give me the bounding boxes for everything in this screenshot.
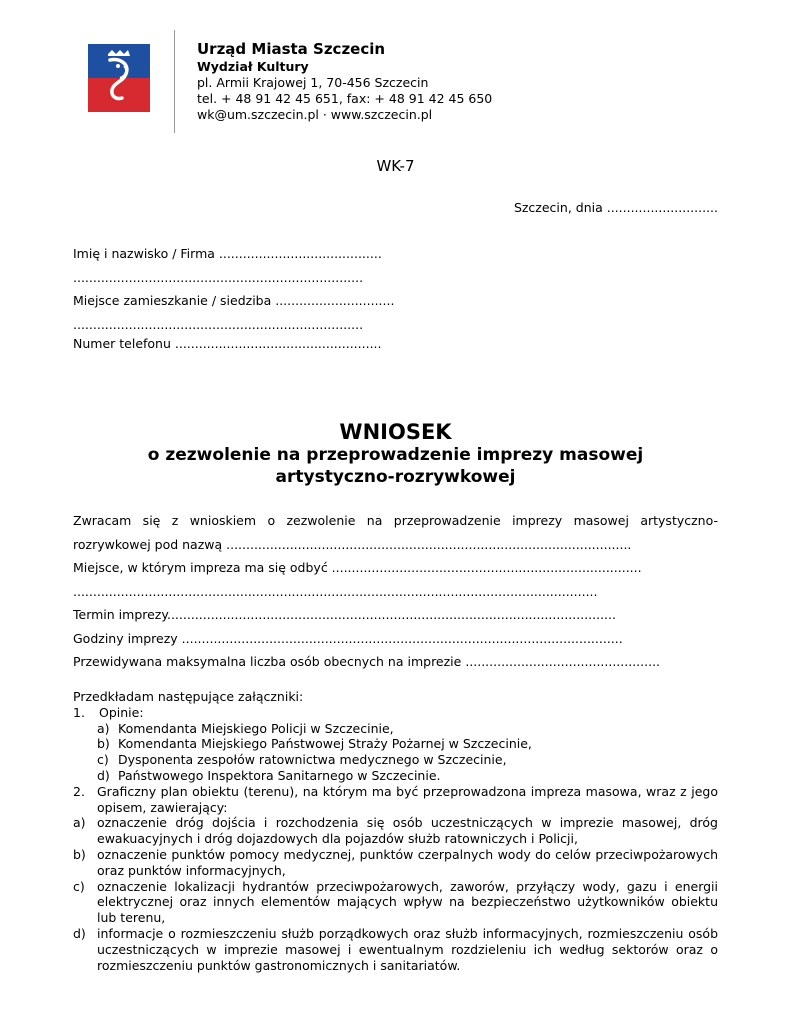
event-place-field: Miejsce, w którym impreza ma się odbyć .............................................................................. (73, 560, 642, 575)
document-subtitle-line2: artystyczno-rozrywkowej (275, 467, 516, 487)
department-name: Wydział Kultury (197, 59, 309, 74)
form-code: WK-7 (376, 157, 415, 175)
list-item-text: Państwowego Inspektora Sanitarnego w Szczecinie. (118, 767, 441, 783)
request-text-line1: Zwracam się z wnioskiem o zezwolenie na przeprowadzenie imprezy masowej artystyczno- (73, 513, 718, 528)
applicant-residence-continuation: ......................................................................... (73, 317, 364, 332)
max-attendees-field: Przewidywana maksymalna liczba osób obecnych na imprezie ................................................. (73, 654, 661, 669)
list-item-text: Komendanta Miejskiego Państwowej Straży Pożarnej w Szczecinie, (118, 736, 532, 752)
opinion-item (97, 768, 718, 784)
attachments-intro: Przedkładam następujące załączniki: (73, 689, 304, 704)
document-title: WNIOSEK (339, 420, 452, 444)
applicant-phone-field: Numer telefonu .................................................... (73, 336, 382, 351)
list-letter: b) (97, 736, 110, 752)
office-phone: tel. + 48 91 42 45 651, fax: + 48 91 42 45 650 (197, 91, 493, 106)
opinion-item (97, 736, 718, 752)
plan-item (73, 879, 718, 926)
list-letter: a) (73, 815, 86, 831)
list-number: 2. (73, 783, 85, 799)
attachments-section (73, 689, 718, 973)
opinion-item (97, 721, 718, 737)
event-name-field: rozrywkowej pod nazwą ...................................................................................................... (73, 536, 632, 552)
list-item-text: oznaczenie lokalizacji hydrantów przeciwpożarowych, zaworów, przyłączy wody, gazu i energii elektrycznej oraz innych elementów mających wpływ na bezpieczeństwo użytkowników obiektu lub terenu, (97, 878, 718, 926)
list-item-text: informacje o rozmieszczeniu służb porządkowych oraz służb informacyjnych, rozmieszczeniu osób uczestniczących w imprezie masowej i ewentualnym rozdzieleniu ich według sektorów oraz o rozmieszczeniu punktów gastronomicznych i sanitariatów. (97, 925, 718, 973)
list-letter: c) (73, 878, 85, 894)
office-address: pl. Armii Krajowej 1, 70-456 Szczecin (197, 75, 429, 90)
list-letter: a) (97, 720, 110, 736)
attachment-item-2 (73, 784, 718, 816)
attachment-item-1 (73, 705, 718, 721)
city-logo (88, 44, 150, 112)
list-item-text: Komendanta Miejskiego Policji w Szczecinie, (118, 720, 394, 736)
office-contact: wk@um.szczecin.pl · www.szczecin.pl (197, 107, 433, 122)
list-number: 1. (73, 704, 85, 720)
document-subtitle-line1: o zezwolenie na przeprowadzenie imprezy masowej (147, 445, 644, 465)
plan-item (73, 847, 718, 879)
applicant-name-field: Imię i nazwisko / Firma ......................................... (73, 246, 382, 261)
plan-item (73, 815, 718, 847)
list-item-text: oznaczenie dróg dojścia i rozchodzenia się osób uczestniczących w imprezie masowej, dróg ewakuacyjnych i dróg dojazdowych dla pojazdów służb ratowniczych i Policji, (97, 815, 718, 847)
office-name: Urząd Miasta Szczecin (197, 40, 386, 58)
request-section (73, 509, 718, 674)
office-header (197, 40, 492, 123)
list-letter: d) (73, 925, 86, 941)
event-hours-field: Godziny imprezy ............................................................................................................... (73, 630, 623, 646)
applicant-name-continuation: ......................................................................... (73, 270, 364, 285)
list-item-text: Opinie: (99, 704, 144, 720)
list-item-text: Dysponenta zespołów ratownictwa medycznego w Szczecinie, (118, 752, 507, 768)
list-letter: d) (97, 767, 110, 783)
applicant-residence-field: Miejsce zamieszkanie / siedziba .............................. (73, 293, 395, 308)
event-place-continuation: .................................................................................................................................... (73, 583, 598, 599)
header-divider (174, 30, 175, 133)
list-item-text: Graficzny plan obiektu (terenu), na którym ma być przeprowadzona impreza masowa, wraz z jego opisem, zawierający: (97, 783, 718, 815)
plan-item (73, 926, 718, 973)
opinion-item (97, 752, 718, 768)
list-letter: b) (73, 846, 86, 862)
event-date-field: Termin imprezy................................................................................................................. (73, 607, 616, 622)
list-item-text: oznaczenie punktów pomocy medycznej, punktów czerpalnych wody do celów przeciwpożarowych oraz punktów informacyjnych, (97, 846, 718, 878)
list-letter: c) (97, 752, 109, 768)
date-field: Szczecin, dnia ............................ (513, 200, 718, 215)
